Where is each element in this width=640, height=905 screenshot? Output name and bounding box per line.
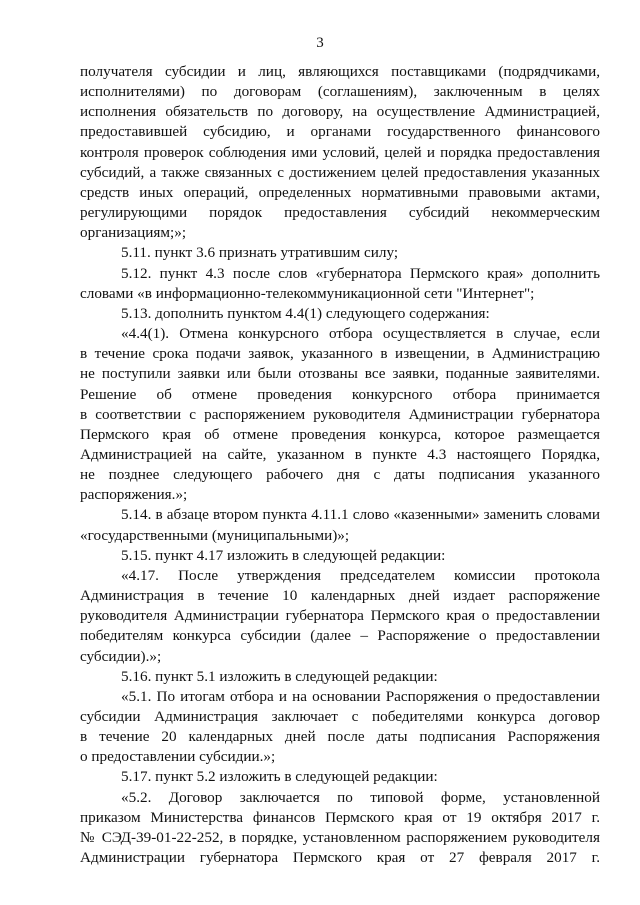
text-line: в течение 20 календарных дней после даты подписания Распоряжения xyxy=(80,728,600,746)
text-line: «4.17. После утверждения председателем комиссии протокола xyxy=(121,566,600,584)
text-line: словами «в информационно-телекоммуникационной сети "Интернет"; xyxy=(80,284,535,302)
text-line: № СЭД-39-01-22-252, в порядке, установленном распоряжением руководителя xyxy=(80,828,600,846)
text-line: Пермского края об отмене проведения конкурса, которое размещается xyxy=(80,425,600,443)
text-line: не поступили заявки или были отозваны все заявки, поданные заявителями. xyxy=(80,365,600,383)
text-line: Администрация в течение 10 календарных дней издает распоряжение xyxy=(80,587,600,605)
text-line: «5.2. Договор заключается по типовой форме, установленной xyxy=(121,788,600,806)
text-line: исполнителями) по договорам (соглашениям), заключенным в целях xyxy=(80,83,600,101)
text-line: «государственными (муниципальными)»; xyxy=(80,526,350,544)
text-line: 5.14. в абзаце втором пункта 4.11.1 слово «казенными» заменить словами xyxy=(121,506,600,524)
text-line: средств иных операций, определенных нормативными правовыми актами, xyxy=(80,183,600,201)
text-line: Администрацией на сайте, указанном в пункте 4.3 настоящего Порядка, xyxy=(80,445,600,463)
text-line: 5.11. пункт 3.6 признать утратившим силу; xyxy=(121,244,399,262)
text-line: предоставившей субсидию, и органами государственного финансового xyxy=(80,123,600,141)
text-line: победителям конкурса субсидии (далее – Распоряжение о предоставлении xyxy=(80,627,600,645)
text-line: в течение срока подачи заявок, указанного в извещении, в Администрацию xyxy=(80,345,600,363)
text-line: «5.1. По итогам отбора и на основании Распоряжения о предоставлении xyxy=(121,687,600,705)
text-line: 5.17. пункт 5.2 изложить в следующей редакции: xyxy=(121,768,438,786)
text-line: Администрации губернатора Пермского края от 27 февраля 2017 г. xyxy=(80,849,600,867)
text-line: приказом Министерства финансов Пермского края от 19 октября 2017 г. xyxy=(80,808,600,826)
text-line: 5.15. пункт 4.17 изложить в следующей редакции: xyxy=(121,546,446,564)
text-line: 5.16. пункт 5.1 изложить в следующей редакции: xyxy=(121,667,438,685)
text-line: организациям;»; xyxy=(80,224,187,242)
text-line: 5.12. пункт 4.3 после слов «губернатора Пермского края» дополнить xyxy=(121,264,600,282)
text-line: субсидии).»; xyxy=(80,647,162,665)
document-body xyxy=(80,62,600,868)
text-line: руководителя Администрации губернатора Пермского края о предоставлении xyxy=(80,607,600,625)
text-line: контроля проверок соблюдения ими условий, целей и порядка предоставления xyxy=(80,143,600,161)
text-line: регулирующими порядок предоставления субсидий некоммерческим xyxy=(80,204,600,222)
text-line: Решение об отмене проведения конкурсного отбора принимается xyxy=(80,385,600,403)
text-line: о предоставлении субсидии.»; xyxy=(80,748,276,766)
text-line: получателя субсидии и лиц, являющихся поставщиками (подрядчиками, xyxy=(80,63,600,80)
page-number: 3 xyxy=(316,35,324,51)
text-line: 5.13. дополнить пунктом 4.4(1) следующего содержания: xyxy=(121,304,490,322)
text-line: в соответствии с распоряжением руководителя Администрации губернатора xyxy=(80,405,600,423)
text-line: исполнения обязательств по договору, на осуществление Администрацией, xyxy=(80,103,600,121)
text-line: субсидий, а также связанных с достижением целей предоставления указанных xyxy=(80,163,600,181)
text-line: распоряжения.»; xyxy=(80,486,188,504)
text-line: субсидии Администрация заключает с победителями конкурса договор xyxy=(80,708,600,725)
text-line: «4.4(1). Отмена конкурсного отбора осуществляется в случае, если xyxy=(121,325,600,343)
text-line: не позднее следующего рабочего дня с даты подписания указанного xyxy=(80,466,600,484)
